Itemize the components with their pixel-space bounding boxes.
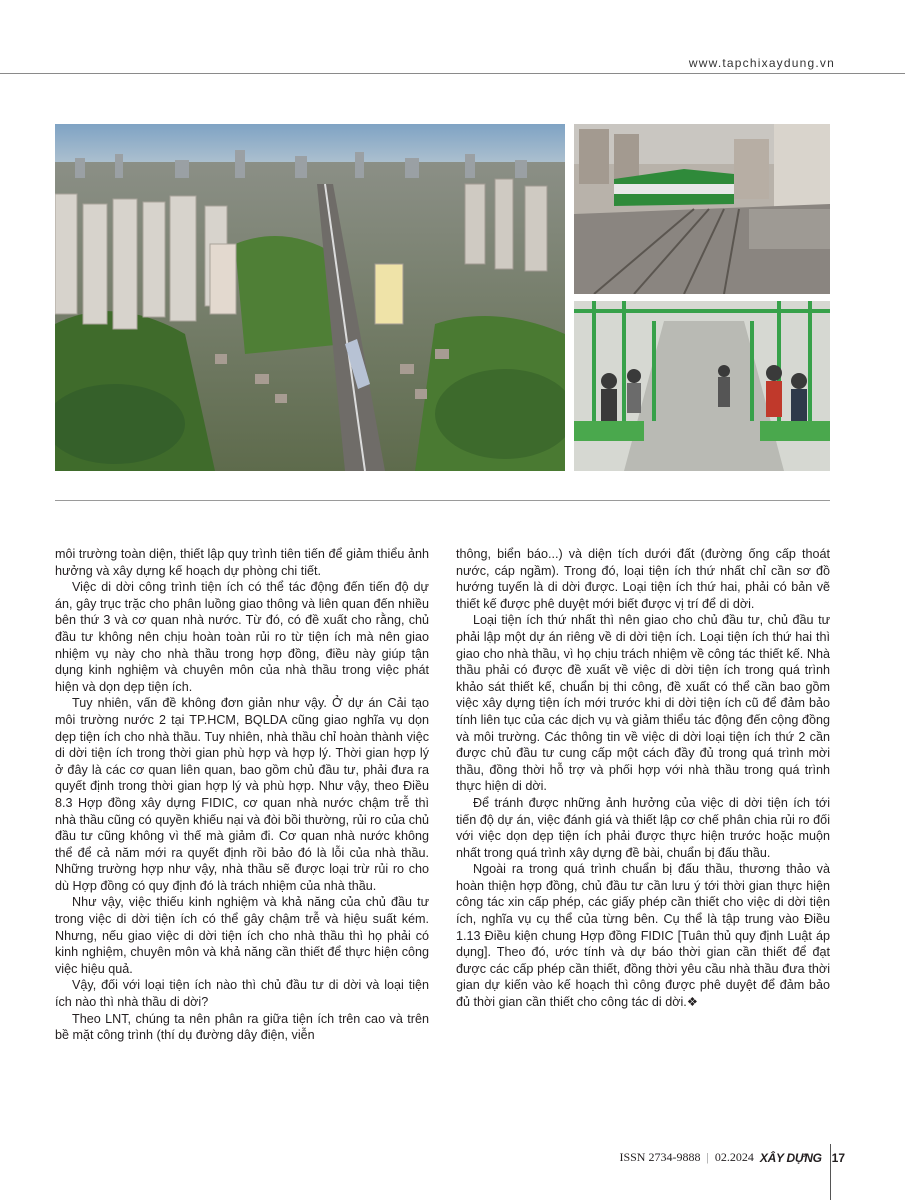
paragraph: Vậy, đối với loại tiện ích nào thì chủ đầu tư di dời và loại tiện ích nào thì nhà thầu di dời? (55, 978, 429, 1010)
paragraph: thông, biển báo...) và diện tích dưới đất (đường ống cấp thoát nước, cáp ngầm). Trong đó, loại tiện ích thứ nhất chỉ cần sơ đồ hướng tuyến là di dời được. Loại tiện ích thứ hai, phải có bản vẽ thiết kế được phê duyệt mới biết được vị trí để di dời. (456, 547, 830, 611)
issue-date: 02.2024 (714, 1150, 754, 1164)
footer-separator: | (706, 1150, 709, 1164)
metro-train-photo (574, 124, 830, 294)
train-interior-illustration (574, 301, 830, 471)
article-column-left (55, 546, 429, 1044)
metro-train-illustration (574, 124, 830, 294)
train-interior-photo (574, 301, 830, 471)
paragraph: Việc di dời công trình tiện ích có thể tác động đến tiến độ dự án, gây trục trặc cho phân luồng giao thông và liên quan đến nhiều bên thứ 3 và cơ quan nhà nước. Từ đó, có đề xuất cho rằng, chủ đầu tư không nên chịu hoàn toàn rủi ro từ tiện ích mà nên giao nhiệm vụ này cho nhà thầu trong hợp đồng, điều này giúp tận dụng kinh nghiệm và chuyên môn của nhà thầu trong việc phát hiện và dọn dẹp tiện ích. (55, 580, 429, 694)
website-url[interactable]: www.tapchixaydung.vn (688, 56, 835, 70)
paragraph: Tuy nhiên, vấn đề không đơn giản như vậy. Ở dự án Cải tạo môi trường nước 2 tại TP.HCM, BQLDA cũng giao nghĩa vụ dọn dẹp tiện ích cho nhà thầu. Tuy nhiên, nhà thầu chỉ hoàn thành việc di dời tiện ích trong thời gian phù hợp và hợp lý. Thời gian hợp lý ở đây là các cơ quan liên quan, bao gồm chủ đầu tư, phải đưa ra quyết định trong thời gian hợp lý và phù hợp. Như vậy, theo Điều 8.3 Hợp đồng xây dựng FIDIC, cơ quan nhà nước chậm trễ thì nhà thầu cũng có quyền khiếu nại và đòi bồi thường, rủi ro của chủ đầu tư cũng không vì thế mà giảm đi. Cơ quan nhà nước không thể để cả năm mới ra quyết định rồi bảo đó là lỗi của nhà thầu. Những trường hợp như vậy, nhà thầu sẽ được loại trừ rủi ro cho dù Hợp đồng có quy định đó là trách nhiệm của nhà thầu. (55, 696, 429, 893)
header-rule (0, 73, 905, 74)
paragraph: Ngoài ra trong quá trình chuẩn bị đấu thầu, thương thảo và hoàn thiện hợp đồng, chủ đầu tư cần lưu ý tới thời gian thực hiện công tác xin cấp phép, các giấy phép cần thiết cho việc di dời tiện ích, nghĩa vụ cụ thể của từng bên. Cụ thể là tập trung vào Điều 1.13 Điều kiện chung Hợp đồng FIDIC [Tuân thủ quy định Luật áp dụng]. Theo đó, ước tính và dự báo thời gian cần thiết để đạt được các cấp phép cần thiết, đồng thời yêu cầu nhà thầu đưa thời gian dự kiến vào kế hoạch thì công được phê duyệt để đảm bảo đủ thời gian cần thiết cho công tác di dời.❖ (456, 862, 830, 1010)
page-number: 17 (831, 1150, 845, 1165)
page-footer (619, 1150, 845, 1165)
issn-number: ISSN 2734-9888 (619, 1150, 701, 1164)
paragraph: Theo LNT, chúng ta nên phân ra giữa tiện ích trên cao và trên bề mặt công trình (thí dụ đường dây điện, viễn (55, 1011, 429, 1043)
magazine-logo: XÂY DỰNG (759, 1150, 822, 1165)
paragraph: Như vậy, việc thiếu kinh nghiệm và khả năng của chủ đầu tư trong việc di dời tiện ích có thể gây chậm trễ và hiệu suất kém. Nhưng, nếu giao việc di dời tiện ích cho nhà thầu thì họ phải có kinh nghiệm, chuyên môn và khả năng cần thiết để thực hiện công việc hiệu quả. (55, 895, 429, 976)
aerial-city-illustration (55, 124, 565, 471)
paragraph: Để tránh được những ảnh hưởng của việc di dời tiện ích tới tiến độ dự án, việc đánh giá và thiết lập cơ chế phân chia rủi ro đối với việc dọn dẹp tiện ích phải được thực hiện trước hoặc muộn nhất trong quá trình xây dựng đề bài, chuẩn bị đấu thầu. (456, 795, 830, 860)
aerial-city-photo (55, 124, 565, 471)
paragraph: Loại tiện ích thứ nhất thì nên giao cho chủ đầu tư, chủ đầu tư phải lập một dự án riêng về di dời tiện ích. Loại tiện ích thứ hai thì giao cho nhà thầu, vì họ chịu trách nhiệm về công tác thiết kế. Nhà thầu phải có được đề xuất về việc di dời tiện ích trong quá trình khảo sát thiết kế, chuẩn bị thi công, đề xuất có thể cần bao gồm việc xây dựng tiện ích mới trước khi di dời tiện ích cũ để đảm bảo tính liên tục của các dịch vụ và giảm thiểu tác động đến cộng đồng và môi trường. Các thông tin về việc di dời loại tiện ích thứ 2 cần được chủ đầu tư cung cấp một cách đầy đủ trong quá trình mời thầu, đồng thời hỗ trợ và phối hợp với nhà thầu trong quá trình thực hiện di dời. (456, 613, 830, 794)
section-divider (55, 500, 830, 501)
article-column-right (456, 546, 830, 1011)
paragraph: môi trường toàn diện, thiết lập quy trình tiên tiến để giảm thiểu ảnh hưởng và xây dựng kế hoạch dự phòng chi tiết. (55, 547, 429, 578)
